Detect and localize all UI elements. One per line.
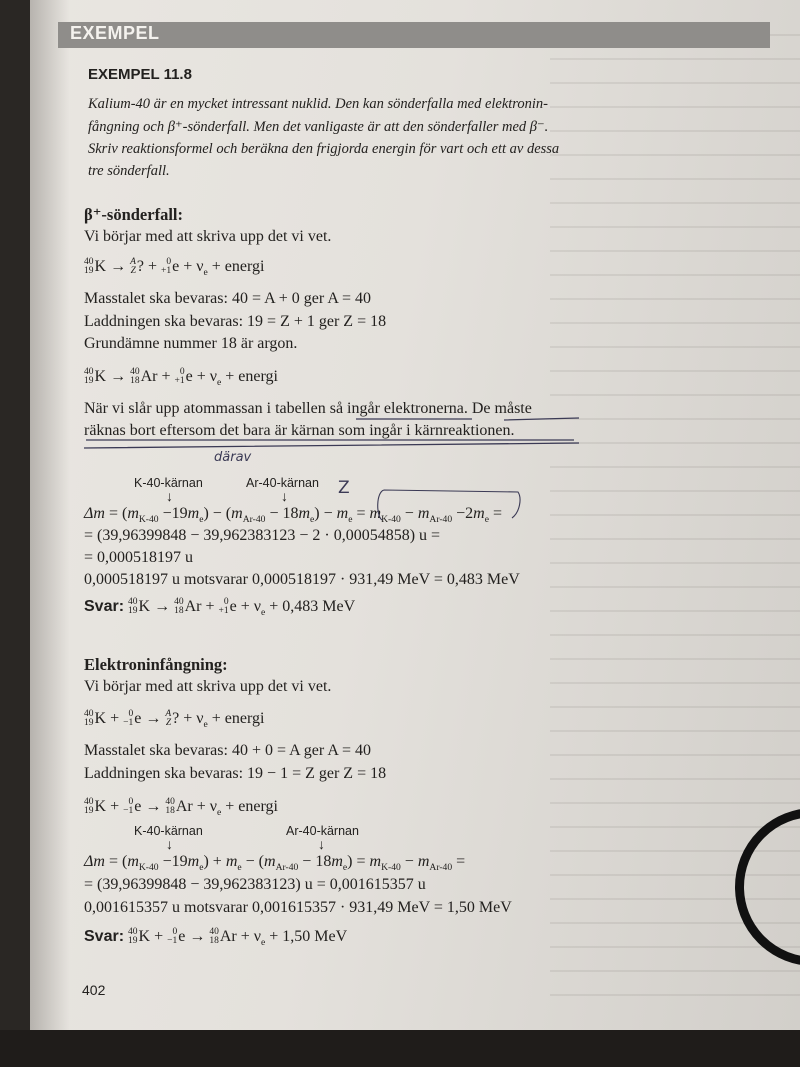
ec-label-k40-kernel: K-40-kärnan: [134, 824, 203, 838]
ec-reaction-2: 40 19 K + 0 −1 e → 40 18 $Ar + \nu_e$ + energi: [84, 797, 278, 819]
ec-delta-m-equation: $\Delta m = (m_{K-40} -19m_e) + m_e - (m_{Ar-40} - 18m_e) = m_{K-40} - m_{Ar-40}$ =: [84, 853, 466, 874]
beta-plus-heading: β⁺-sönderfall:: [84, 205, 183, 224]
label-k40-kernel: K-40-kärnan: [134, 476, 203, 490]
answer-electron-capture: Svar: 40 19 K + 0 −1 e → 40 18 $Ar + \nu_e + 1,50$ MeV: [84, 927, 348, 949]
ec-mass-line: Masstalet ska bevaras: 40 + 0 = A ger A = 40: [84, 742, 372, 759]
page-number: 402: [82, 982, 106, 998]
handwritten-bracket: [370, 486, 530, 526]
page-gutter-shadow: [30, 0, 70, 1030]
label-ar40-kernel: Ar-40-kärnan: [246, 476, 319, 490]
arrow-down-icon: ↓: [281, 490, 288, 505]
intro-line-4: tre sönderfall.: [88, 163, 170, 179]
beta-plus-start: Vi börjar med att skriva upp det vi vet.: [84, 228, 332, 245]
intro-line-2: fångning och β⁺-sönderfall. Men det vanligaste är att den sönderfaller med β⁻.: [88, 119, 549, 135]
delta-m-equation: $\Delta m = (m_{K-40} -19m_e) - (m_{Ar-40} - 18m_e) - m_e = m_{K-40} - m_{Ar-40} -2m_e$ =: [84, 505, 503, 526]
table-surface: [0, 1030, 800, 1067]
electron-capture-heading: Elektroninfångning:: [84, 655, 228, 674]
reaction-2: 40 19 K → 40 18 Ar + 0 +1 $e + \nu_e$ + energi: [84, 367, 278, 389]
note-line-2: räknas bort eftersom det bara är kärnan som ingår i kärnreaktionen.: [84, 422, 515, 439]
intro-line-3: Skriv reaktionsformel och beräkna den frigjorda energin för vart och ett av dessa: [88, 141, 560, 157]
arrow-down-icon: ↓: [166, 838, 173, 853]
arrow-down-icon: ↓: [318, 838, 325, 853]
element-line: Grundämne nummer 18 är argon.: [84, 335, 298, 352]
mass-conservation-line: Masstalet ska bevaras: 40 = A + 0 ger A = 40: [84, 290, 372, 307]
example-banner: [58, 22, 770, 48]
nuclide-k-40: 40 19: [84, 257, 94, 277]
calc-line-2: = (39,96399848 − 39,962383123 − 2 · 0,00054858) u =: [84, 527, 441, 544]
ec-calc-line-2: = (39,96399848 − 39,962383123) u = 0,001615357 u: [84, 876, 426, 893]
answer-beta-plus: Svar: 40 19 K → 40 18 Ar + 0 +1 $e + \nu_e + 0,483$ MeV: [84, 597, 356, 619]
handwritten-underlines: [84, 416, 584, 456]
handwritten-note: därav: [214, 450, 252, 465]
arrow-down-icon: ↓: [166, 490, 173, 505]
ec-calc-line-3: 0,001615357 u motsvarar 0,001615357 · 931,49 MeV = 1,50 MeV: [84, 899, 512, 916]
ec-label-ar40-kernel: Ar-40-kärnan: [286, 824, 359, 838]
electron-capture-start: Vi börjar med att skriva upp det vi vet.: [84, 678, 332, 695]
example-title: EXEMPEL 11.8: [88, 66, 192, 83]
calc-line-3: = 0,000518197 u: [84, 549, 194, 566]
note-line-1: När vi slår upp atommassan i tabellen så ingår elektronerna. De måste: [84, 400, 532, 417]
intro-line-1: Kalium-40 är en mycket intressant nuklid. Den kan sönderfalla med elektronin-: [88, 96, 549, 112]
ec-reaction-1: 40 19 K + 0 −1 e → A Z ? + $\nu_e$ + energi: [84, 709, 265, 731]
ec-charge-line: Laddningen ska bevaras: 19 − 1 = Z ger Z = 18: [84, 765, 387, 782]
charge-conservation-line: Laddningen ska bevaras: 19 = Z + 1 ger Z = 18: [84, 313, 387, 330]
reaction-1: 40 19 K → A Z ? + 0 +1 $e + \nu_e$ + energi: [84, 257, 265, 279]
calc-line-4: 0,000518197 u motsvarar 0,000518197 · 931,49 MeV = 0,483 MeV: [84, 571, 520, 588]
handwritten-z: Z: [338, 478, 350, 498]
banner-title: EXEMPEL: [70, 23, 160, 43]
